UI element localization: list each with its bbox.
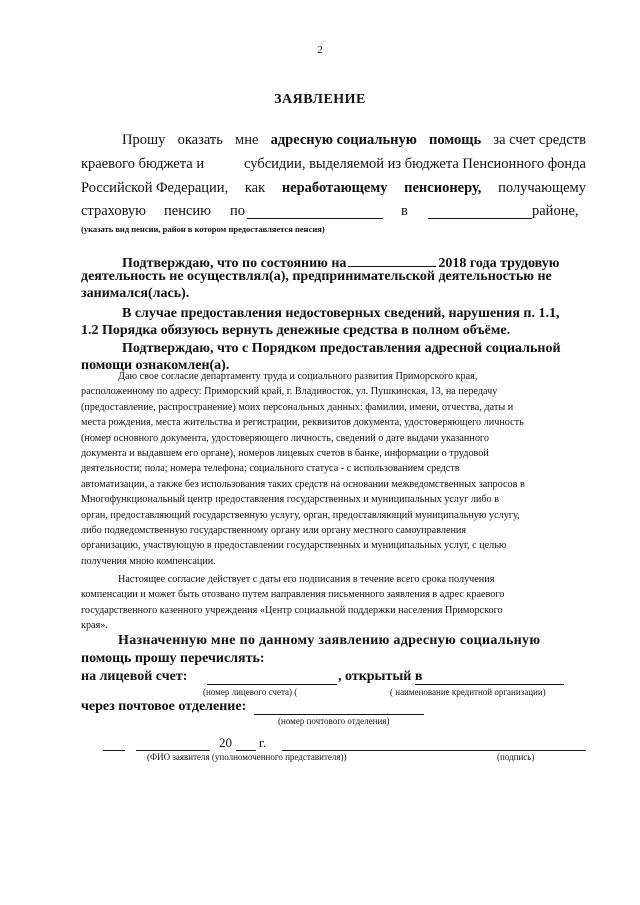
refund-line-1: В случае предоставления недостоверных сведений, нарушения п. 1.1, [122, 306, 560, 321]
bank-name-blank[interactable] [415, 670, 564, 685]
signature-caption: (подпись) [497, 752, 535, 762]
account-number-blank[interactable] [207, 670, 337, 685]
year-prefix: 20 [219, 735, 232, 750]
account-label: на лицевой счет: [81, 669, 188, 684]
pension-type-blank[interactable] [247, 204, 383, 219]
date-blank[interactable] [348, 252, 436, 267]
day-blank[interactable] [103, 736, 125, 751]
signature-blank[interactable] [282, 736, 586, 751]
request-line-2: краевого бюджета и субсидии, выделяемой из бюджета Пенсионного фонда [81, 156, 586, 172]
bank-caption: ( наименование кредитной организации) [390, 687, 546, 697]
procedure-line-1: Подтверждаю, что с Порядком предоставления адресной социальной [122, 341, 561, 356]
opened-in-label: , открытый в [338, 669, 423, 684]
confirm-line-2: деятельность не осуществлял(а), предпринимательской деятельностью не [81, 269, 552, 284]
procedure-line-2: помощи ознакомлен(а). [81, 358, 230, 373]
confirm-line-1: Подтверждаю, что по состоянию на 2018 года трудовую [122, 252, 559, 272]
year-blank[interactable] [236, 736, 256, 751]
post-caption: (номер почтового отделения) [278, 716, 390, 726]
consent-paragraph: Даю свое согласие департаменту труда и социального развития Приморского края, расположенному по адресу: Приморский край, г. Владивосток, ул. Пушкинская, 13, на передачу (предоставление, распространение) моих персональных данных: фамилии, имени, отчества, даты и места рождения, места жительства и регистрации, реквизитов документа, удостоверяющего личность (номер основного документа, удостоверяющего личность, сведений о дате выдачи указанного документа и выдавшем его органе), номеров лицевых счетов в банке, информации о трудовой деятельности; пола; номера телефона; социального статуса - с использованием средств автоматизации, а также без использования таких средств на основании межведомственных запросов в Многофункциональный центр предоставления государственных и муниципальных услуг либо в орган, предоставляющий государственную услугу, орган, предоставляющий муниципальную услугу, либо подведомственную государственному органу или органу местного самоуправления организацию, участвующую в предоставлении государственных и муниципальных услуг, с целью получения мною компенсации. [81, 371, 525, 567]
district-blank[interactable] [428, 204, 532, 219]
transfer-line-1: Назначенную мне по данному заявлению адресную социальную [118, 633, 541, 648]
document-title: ЗАЯВЛЕНИЕ [274, 92, 366, 107]
page-number: 2 [317, 44, 323, 56]
confirm-line-3: занимался(лась). [81, 286, 190, 301]
post-label: через почтовое отделение: [81, 699, 247, 714]
request-line-1: Прошу оказать мне адресную социальную помощь за счет средств [122, 132, 586, 148]
request-line-3: Российской Федерации, как неработающему пенсионеру, получающему [81, 180, 586, 196]
refund-line-2: 1.2 Порядка обязуюсь вернуть денежные средства в полном объёме. [81, 323, 511, 338]
month-blank[interactable] [136, 736, 210, 751]
request-note: (указать вид пенсии, район в котором предоставляется пенсия) [81, 224, 325, 234]
account-caption: (номер лицевого счета) ( [203, 687, 298, 697]
year-suffix: г. [259, 735, 267, 750]
validity-paragraph: Настоящее согласие действует с даты его подписания в течение всего срока получения компенсации и может быть отозвано путем направления письменного заявления в адрес краевого государственного казенного учреждения «Центр социальной поддержки населения Приморского края». [81, 574, 505, 632]
post-office-blank[interactable] [254, 700, 424, 715]
fio-caption: (ФИО заявителя (уполномоченного представителя)) [147, 752, 347, 762]
transfer-line-2: помощь прошу перечислять: [81, 651, 265, 666]
